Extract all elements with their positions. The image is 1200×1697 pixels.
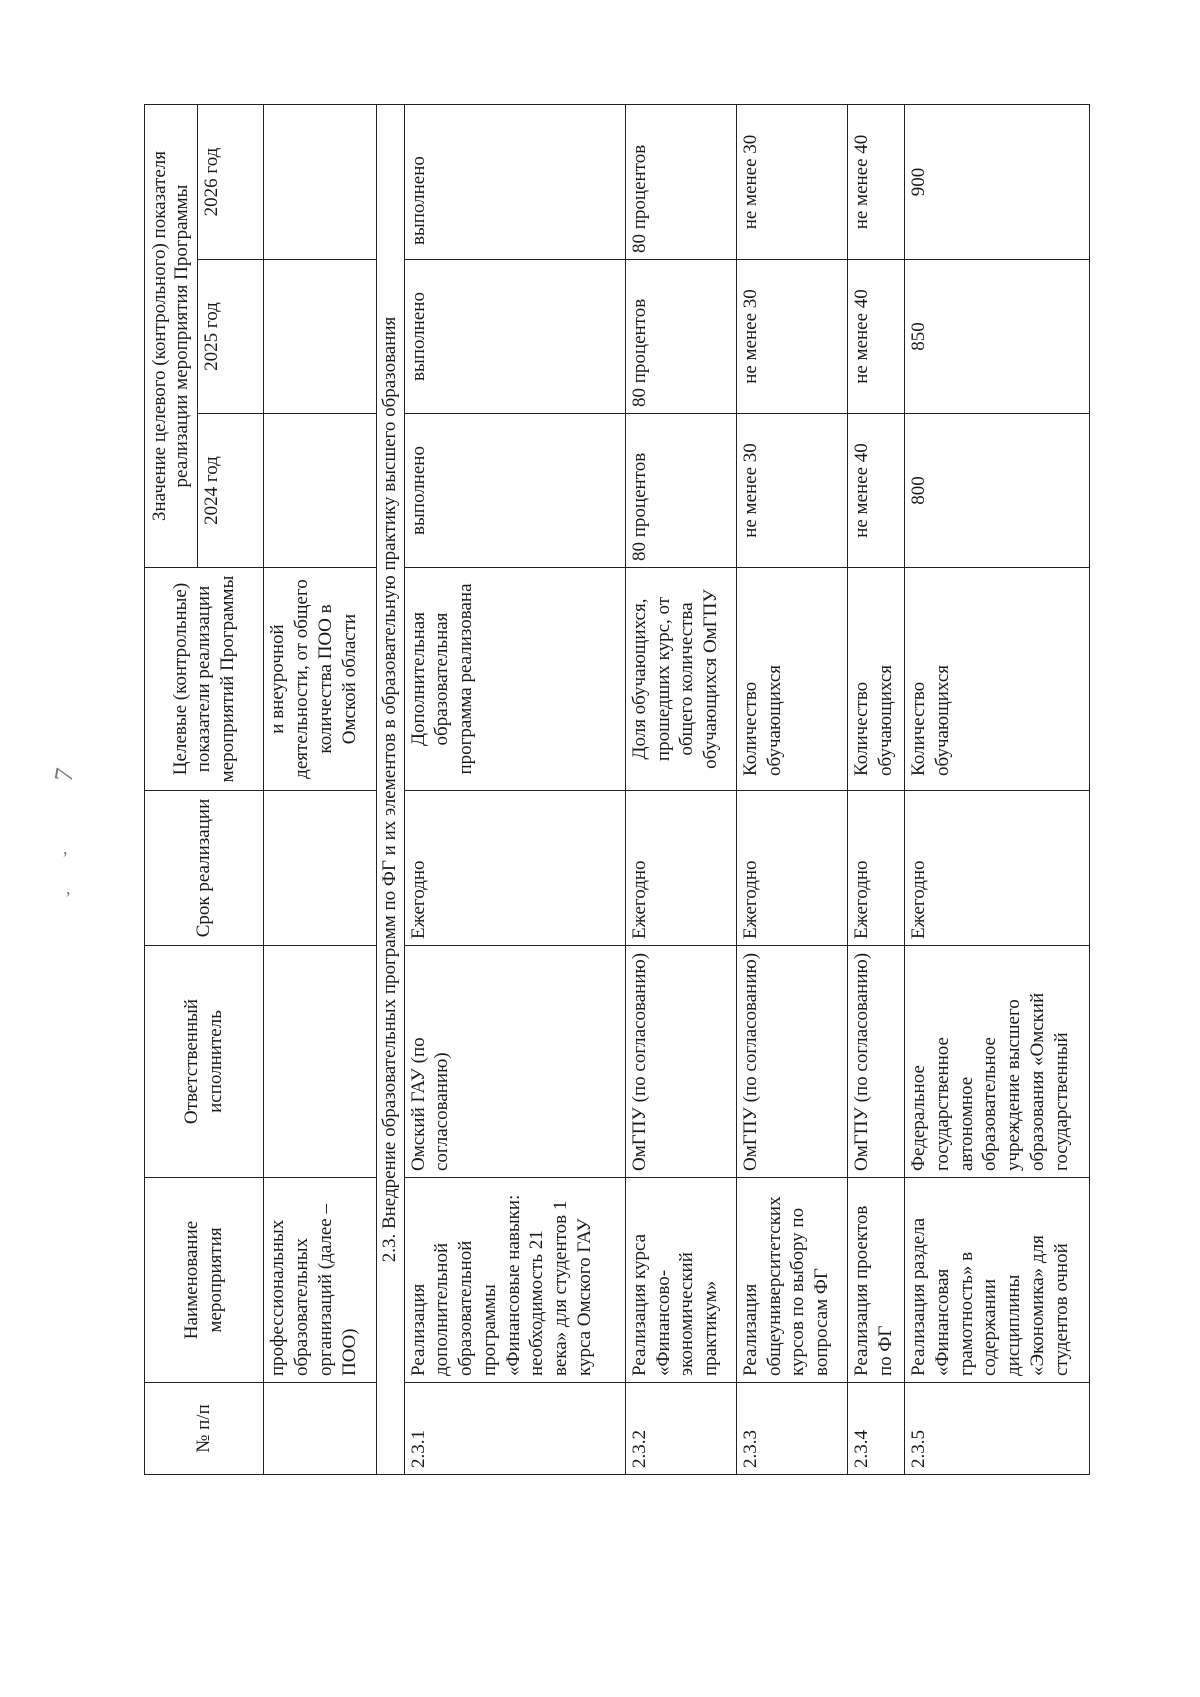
row-name: Реализация курса «Финансово-экономический практикум» bbox=[625, 1178, 736, 1383]
cont-2025 bbox=[264, 260, 376, 414]
table-row bbox=[404, 105, 625, 1475]
header-2025: 2025 год bbox=[197, 260, 264, 414]
row-name: Реализация проектов по ФГ bbox=[848, 1178, 905, 1383]
table-row bbox=[625, 105, 736, 1475]
row-2025: 80 процентов bbox=[625, 260, 736, 414]
row-indicator: Количество обучающихся bbox=[736, 568, 847, 791]
section-row bbox=[376, 105, 404, 1475]
row-num: 2.3.4 bbox=[848, 1383, 905, 1475]
row-2026: 900 bbox=[905, 105, 1090, 260]
header-2024: 2024 год bbox=[197, 414, 264, 568]
row-indicator: Дополнительная образовательная программа реализована bbox=[404, 568, 625, 791]
stray-mark-1: 7 bbox=[48, 765, 80, 784]
header-2026: 2026 год bbox=[197, 105, 264, 260]
cont-executor bbox=[264, 946, 376, 1178]
section-title: 2.3. Внедрение образовательных программ по ФГ и их элементов в образовательную практику высшего образования bbox=[376, 105, 404, 1475]
row-2026: 80 процентов bbox=[625, 105, 736, 260]
program-table bbox=[144, 104, 1090, 1475]
row-2024: не менее 40 bbox=[848, 414, 905, 568]
cont-2024 bbox=[264, 414, 376, 568]
header-row-1 bbox=[145, 105, 198, 1475]
row-executor: Омский ГАУ (по согласованию) bbox=[404, 946, 625, 1178]
table-row bbox=[905, 105, 1090, 1475]
header-indicators: Целевые (контрольные) показатели реализации мероприятий Программы bbox=[145, 568, 264, 791]
row-indicator: Количество обучающихся bbox=[905, 568, 1090, 791]
row-2024: 80 процентов bbox=[625, 414, 736, 568]
row-2025: выполнено bbox=[404, 260, 625, 414]
row-num: 2.3.5 bbox=[905, 1383, 1090, 1475]
row-num: 2.3.1 bbox=[404, 1383, 625, 1475]
row-executor: ОмГПУ (по согласованию) bbox=[736, 946, 847, 1178]
row-2024: 800 bbox=[905, 414, 1090, 568]
row-executor: ОмГПУ (по согласованию) bbox=[625, 946, 736, 1178]
continuation-row bbox=[264, 105, 376, 1475]
cont-term bbox=[264, 791, 376, 946]
row-num: 2.3.2 bbox=[625, 1383, 736, 1475]
cont-name: профессиональных образовательных организаций (далее – ПОО) bbox=[264, 1178, 376, 1383]
row-2025: не менее 40 bbox=[848, 260, 905, 414]
table-row bbox=[736, 105, 847, 1475]
row-indicator: Количество обучающихся bbox=[848, 568, 905, 791]
header-name: Наименование мероприятия bbox=[145, 1178, 264, 1383]
row-term: Ежегодно bbox=[905, 791, 1090, 946]
row-2026: не менее 30 bbox=[736, 105, 847, 260]
row-2024: выполнено bbox=[404, 414, 625, 568]
row-name: Реализация раздела «Финансовая грамотность» в содержании дисциплины «Экономика» для студентов очной bbox=[905, 1178, 1090, 1383]
row-term: Ежегодно bbox=[736, 791, 847, 946]
row-term: Ежегодно bbox=[848, 791, 905, 946]
header-executor: Ответственный исполнитель bbox=[145, 946, 264, 1178]
stray-mark-2: , bbox=[63, 838, 68, 858]
row-name: Реализация общеуниверситетских курсов по выбору по вопросам ФГ bbox=[736, 1178, 847, 1383]
row-num: 2.3.3 bbox=[736, 1383, 847, 1475]
row-2025: не менее 30 bbox=[736, 260, 847, 414]
row-name: Реализация дополнительной образовательной программы «Финансовые навыки: необходимость 21 века» для студентов 1 курса Омского ГАУ bbox=[404, 1178, 625, 1383]
header-term: Срок реализации bbox=[145, 791, 264, 946]
row-term: Ежегодно bbox=[404, 791, 625, 946]
row-indicator: Доля обучающихся, прошедших курс, от общего количества обучающихся ОмГПУ bbox=[625, 568, 736, 791]
row-executor: ОмГПУ (по согласованию) bbox=[848, 946, 905, 1178]
rotated-table-block bbox=[144, 105, 1090, 1475]
row-term: Ежегодно bbox=[625, 791, 736, 946]
row-2024: не менее 30 bbox=[736, 414, 847, 568]
stray-mark-3: , bbox=[66, 878, 71, 898]
cont-2026 bbox=[264, 105, 376, 260]
row-executor: Федеральное государственное автономное образовательное учреждение высшего образования «Омский государственный bbox=[905, 946, 1090, 1178]
table-row bbox=[848, 105, 905, 1475]
row-2026: выполнено bbox=[404, 105, 625, 260]
header-values-group: Значение целевого (контрольного) показателя реализации мероприятия Программы bbox=[145, 105, 198, 568]
row-2025: 850 bbox=[905, 260, 1090, 414]
row-2026: не менее 40 bbox=[848, 105, 905, 260]
cont-indicator: и внеурочной деятельности, от общего количества ПОО в Омской области bbox=[264, 568, 376, 791]
header-num: № п/п bbox=[145, 1383, 264, 1475]
cont-num bbox=[264, 1383, 376, 1475]
